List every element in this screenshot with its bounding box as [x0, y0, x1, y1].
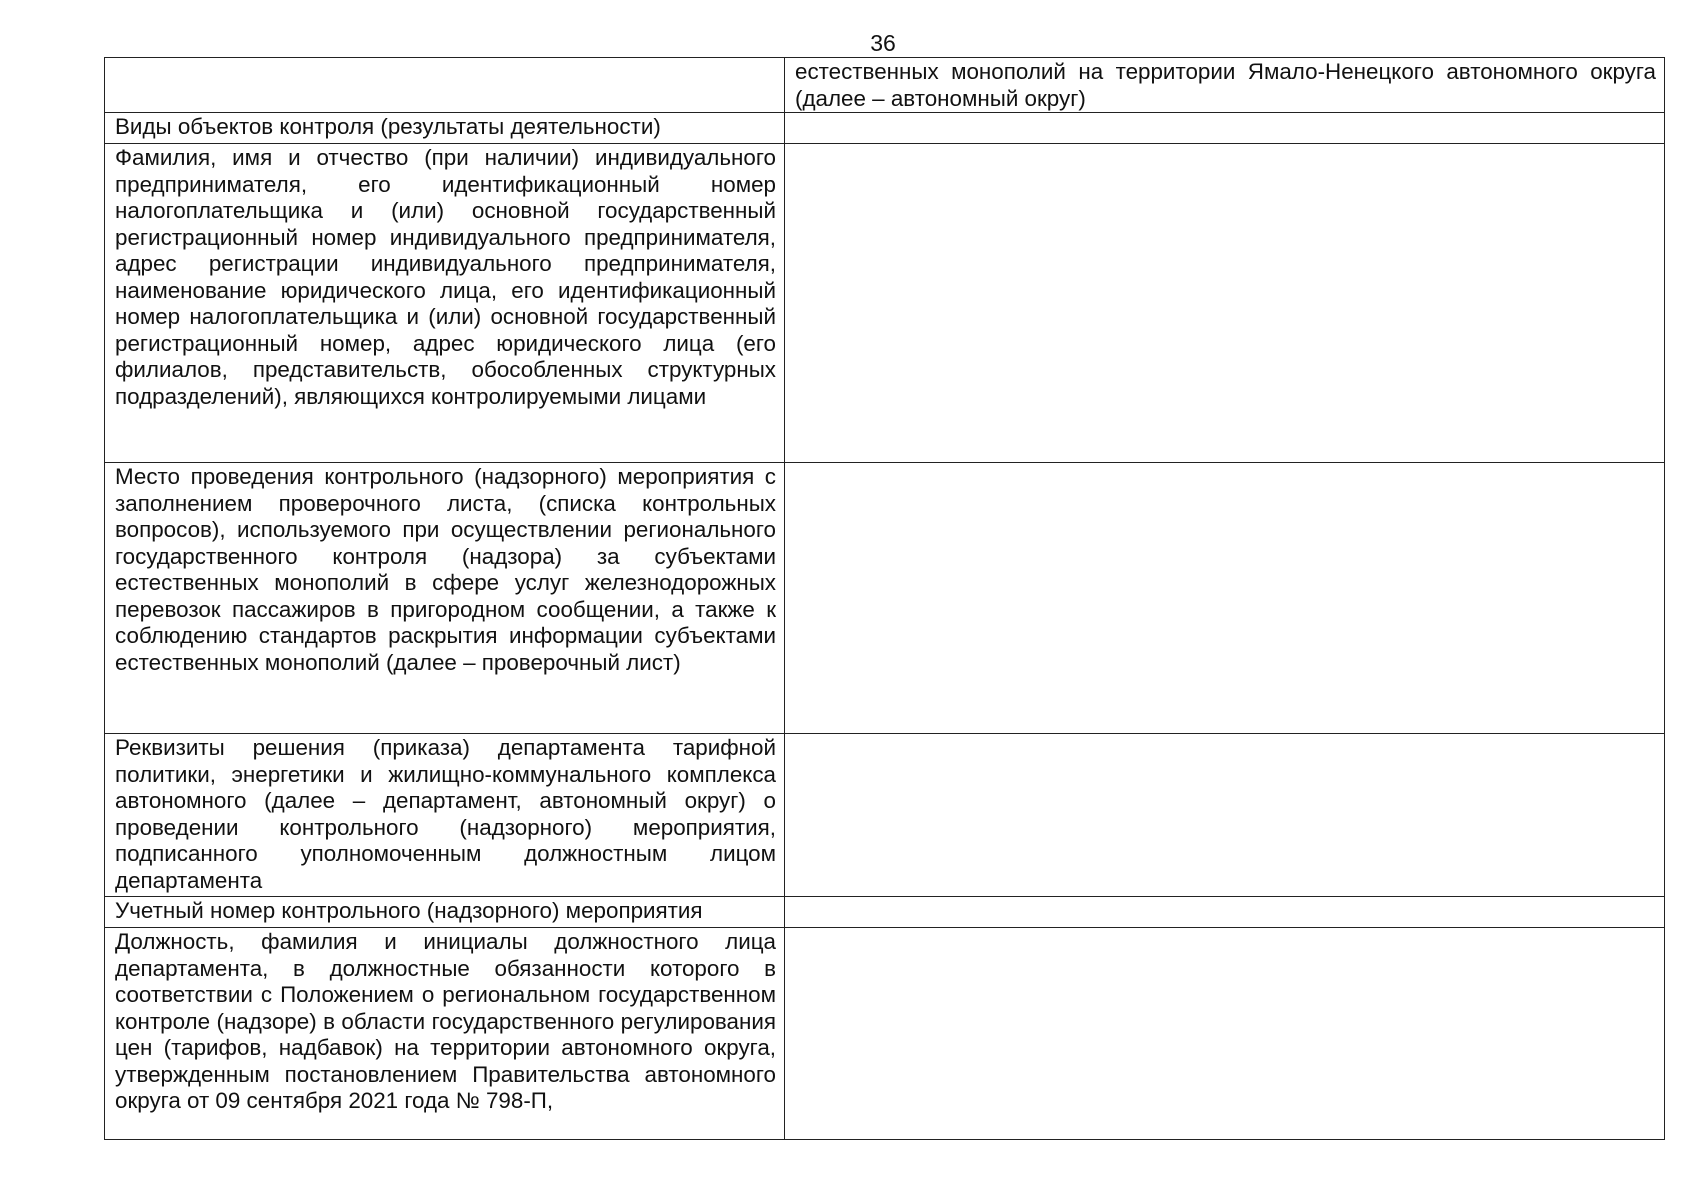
row-label-cell: Фамилия, имя и отчество (при наличии) индивидуального предпринимателя, его идентификационный номер налогоплательщика и (или) основной государственный регистрационный номер индивидуального предпринимателя, адрес регистрации индивидуального предпринимателя, наименование юридического лица, его идентификационный номер налогоплательщика и (или) основной государственный регистрационный номер, адрес юридического лица (его филиалов, представительств, обособленных структурных подразделений), являющихся контролируемыми лицами: [105, 144, 785, 463]
row-value-cell: [785, 734, 1665, 897]
row-value-cell: [785, 897, 1665, 928]
table-row: [105, 463, 1665, 734]
row-label-cell: Место проведения контрольного (надзорного) мероприятия с заполнением проверочного листа, (списка контрольных вопросов), используемого при осуществлении регионального государственного контроля (надзора) за субъектами естественных монополий в сфере услуг железнодорожных перевозок пассажиров в пригородном сообщении, а также к соблюдению стандартов раскрытия информации субъектами естественных монополий (далее – проверочный лист): [105, 463, 785, 734]
table-row: [105, 928, 1665, 1140]
table-row: [105, 897, 1665, 928]
row-label-cell: Реквизиты решения (приказа) департамента тарифной политики, энергетики и жилищно-коммунального комплекса автономного (далее – департамент, автономный округ) о проведении контрольного (надзорного) мероприятия, подписанного уполномоченным должностным лицом департамента: [105, 734, 785, 897]
row-value-cell: [785, 928, 1665, 1140]
table-row: [105, 144, 1665, 463]
row-value-cell: естественных монополий на территории Ямало-Ненецкого автономного округа (далее – автономный округ): [785, 58, 1665, 113]
row-label-cell: [105, 58, 785, 113]
row-value-cell: [785, 113, 1665, 144]
table-row: [105, 113, 1665, 144]
row-label-cell: Должность, фамилия и инициалы должностного лица департамента, в должностные обязанности которого в соответствии с Положением о региональном государственном контроле (надзоре) в области государственного регулирования цен (тарифов, надбавок) на территории автономного округа, утвержденным постановлением Правительства автономного округа от 09 сентября 2021 года № 798-П,: [105, 928, 785, 1140]
row-label-cell: Виды объектов контроля (результаты деятельности): [105, 113, 785, 144]
table-row: [105, 58, 1665, 113]
row-value-cell: [785, 144, 1665, 463]
row-label-cell: Учетный номер контрольного (надзорного) мероприятия: [105, 897, 785, 928]
table-row: [105, 734, 1665, 897]
row-value-cell: [785, 463, 1665, 734]
checklist-table: [104, 57, 1665, 1140]
page-number: 36: [870, 30, 896, 56]
